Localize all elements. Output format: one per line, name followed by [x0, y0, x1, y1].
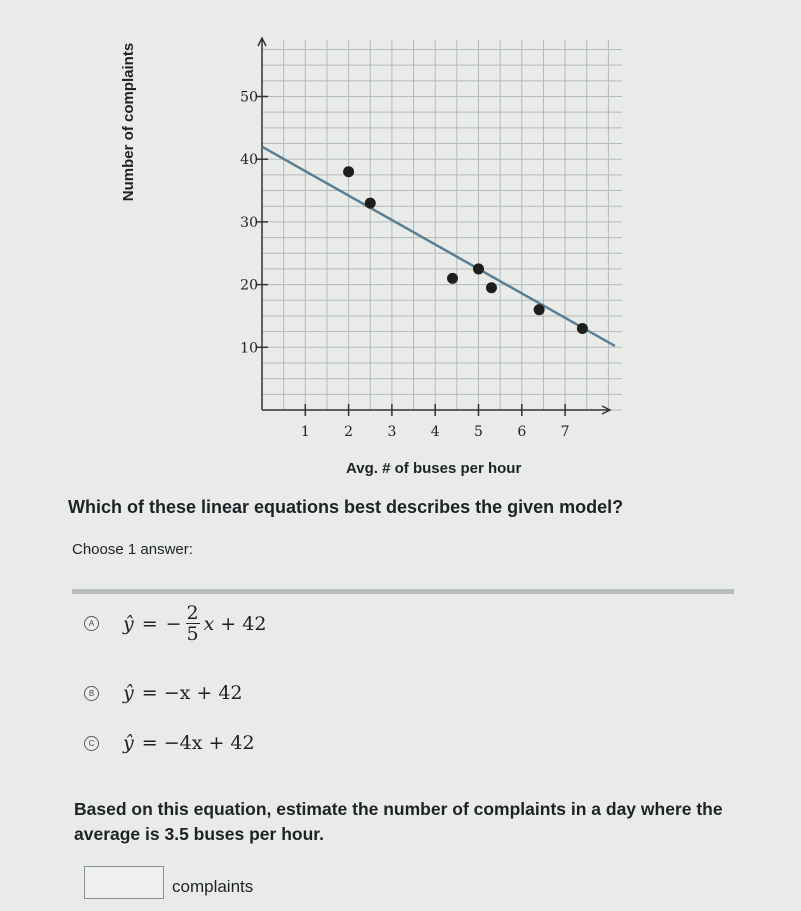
- y-tick-label: 20: [240, 277, 258, 294]
- choice-b-text: = −x + 42: [141, 682, 243, 704]
- y-tick-label: 40: [240, 152, 258, 169]
- x-var: x: [203, 612, 215, 635]
- data-point: [365, 198, 376, 209]
- equals: =: [141, 612, 158, 635]
- yhat: ŷ: [123, 612, 134, 635]
- x-tick-label: 1: [300, 424, 310, 440]
- question-text: Which of these linear equations best describes the given model?: [68, 497, 624, 517]
- followup-question: Based on this equation, estimate the number of complaints in a day where the average is 3.5 buses per hour.: [74, 799, 723, 844]
- yhat: ŷ: [123, 682, 134, 704]
- x-tick-label: 2: [344, 424, 354, 440]
- x-tick-label: 5: [474, 424, 483, 440]
- x-tick-label: 4: [430, 424, 440, 440]
- yhat: ŷ: [123, 732, 134, 754]
- data-point: [486, 282, 497, 293]
- choice-a-equation: [123, 603, 266, 644]
- fraction: [186, 603, 200, 644]
- minus: −: [165, 612, 182, 635]
- choice-a-radio[interactable]: A: [84, 616, 99, 631]
- data-point: [343, 166, 354, 177]
- chart-axes: [256, 38, 610, 416]
- choose-label: Choose 1 answer:: [72, 541, 193, 558]
- y-tick-label: 30: [240, 214, 258, 231]
- data-point: [473, 263, 484, 274]
- x-tick-label: 6: [517, 424, 527, 440]
- choice-b[interactable]: [84, 682, 243, 704]
- choice-a[interactable]: [84, 603, 266, 644]
- chart-grid: [262, 40, 622, 410]
- choice-a-rest: + 42: [220, 612, 267, 635]
- x-tick-label: 3: [387, 424, 397, 440]
- data-point: [534, 304, 545, 315]
- divider: [72, 589, 734, 594]
- x-tick-label: 7: [560, 424, 570, 440]
- denominator: 5: [186, 623, 199, 645]
- y-axis-label: Number of complaints: [120, 42, 137, 202]
- answer-unit: complaints: [172, 877, 254, 896]
- choice-c-equation: [123, 732, 255, 754]
- choice-b-radio[interactable]: B: [84, 686, 99, 701]
- data-point: [447, 273, 458, 284]
- data-point: [577, 323, 588, 334]
- choice-c-radio[interactable]: C: [84, 736, 99, 751]
- x-axis-label: Avg. # of buses per hour: [346, 460, 522, 477]
- choice-c-text: = −4x + 42: [141, 732, 255, 754]
- tick-labels: [240, 90, 569, 441]
- numerator: 2: [186, 602, 199, 624]
- answer-input[interactable]: [84, 866, 164, 899]
- choice-b-equation: [123, 682, 243, 704]
- y-tick-label: 10: [240, 340, 258, 357]
- choice-c[interactable]: [84, 732, 255, 754]
- y-tick-label: 50: [240, 89, 258, 106]
